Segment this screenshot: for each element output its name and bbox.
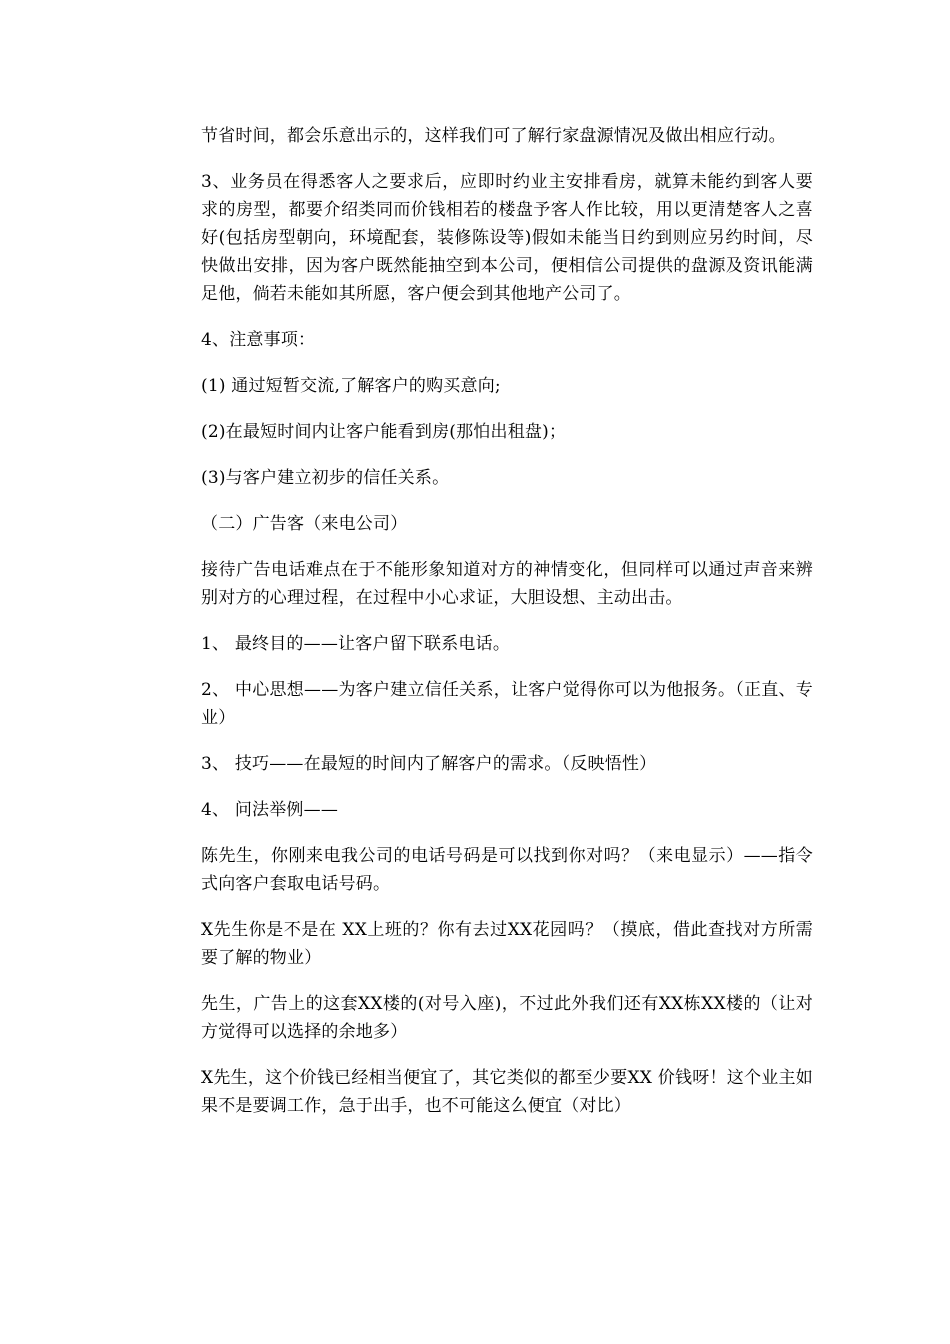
paragraph-1: 节省时间，都会乐意出示的，这样我们可了解行家盘源情况及做出相应行动。 (201, 126, 786, 146)
paragraph-13: 陈先生，你刚来电我公司的电话号码是可以找到你对吗？（来电显示）——指令式向客户套取电话号码。 (201, 846, 813, 894)
paragraph-16: X先生，这个价钱已经相当便宜了，其它类似的都至少要XX 价钱呀！这个业主如果不是要调工作，急于出手，也不可能这么便宜（对比） (201, 1068, 813, 1116)
paragraph-6: (3)与客户建立初步的信任关系。 (201, 468, 450, 488)
document-page (201, 122, 813, 1138)
paragraph-11: 3、 技巧——在最短的时间内了解客户的需求。（反映悟性） (201, 754, 657, 774)
paragraph-8: 接待广告电话难点在于不能形象知道对方的神情变化，但同样可以通过声音来辨别对方的心理过程，在过程中小心求证，大胆设想、主动出击。 (201, 560, 813, 608)
paragraph-14: X先生你是不是在 XX上班的？你有去过XX花园吗？（摸底，借此查找对方所需要了解的物业） (201, 920, 813, 968)
paragraph-5: (2)在最短时间内让客户能看到房(那怕出租盘)； (201, 422, 567, 442)
paragraph-4: (1) 通过短暂交流,了解客户的购买意向; (201, 376, 501, 396)
paragraph-10: 2、 中心思想——为客户建立信任关系，让客户觉得你可以为他报务。（正直、专业） (201, 680, 813, 728)
paragraph-2: 3、业务员在得悉客人之要求后，应即时约业主安排看房，就算未能约到客人要求的房型，都要介绍类同而价钱相若的楼盘予客人作比较，用以更清楚客人之喜好(包括房型朝向，环境配套，装修陈设等)假如未能当日约到则应另约时间，尽快做出安排，因为客户既然能抽空到本公司，便相信公司提供的盘源及资讯能满足他，倘若未能如其所愿，客户便会到其他地产公司了。 (201, 172, 813, 304)
paragraph-3: 4、注意事项： (201, 330, 316, 350)
paragraph-15: 先生，广告上的这套XX楼的(对号入座)，不过此外我们还有XX栋XX楼的（让对方觉得可以选择的余地多） (201, 994, 813, 1042)
section-heading: （二）广告客（来电公司） (201, 514, 408, 534)
paragraph-9: 1、 最终目的——让客户留下联系电话。 (201, 634, 511, 654)
paragraph-12: 4、 问法举例—— (201, 800, 339, 820)
